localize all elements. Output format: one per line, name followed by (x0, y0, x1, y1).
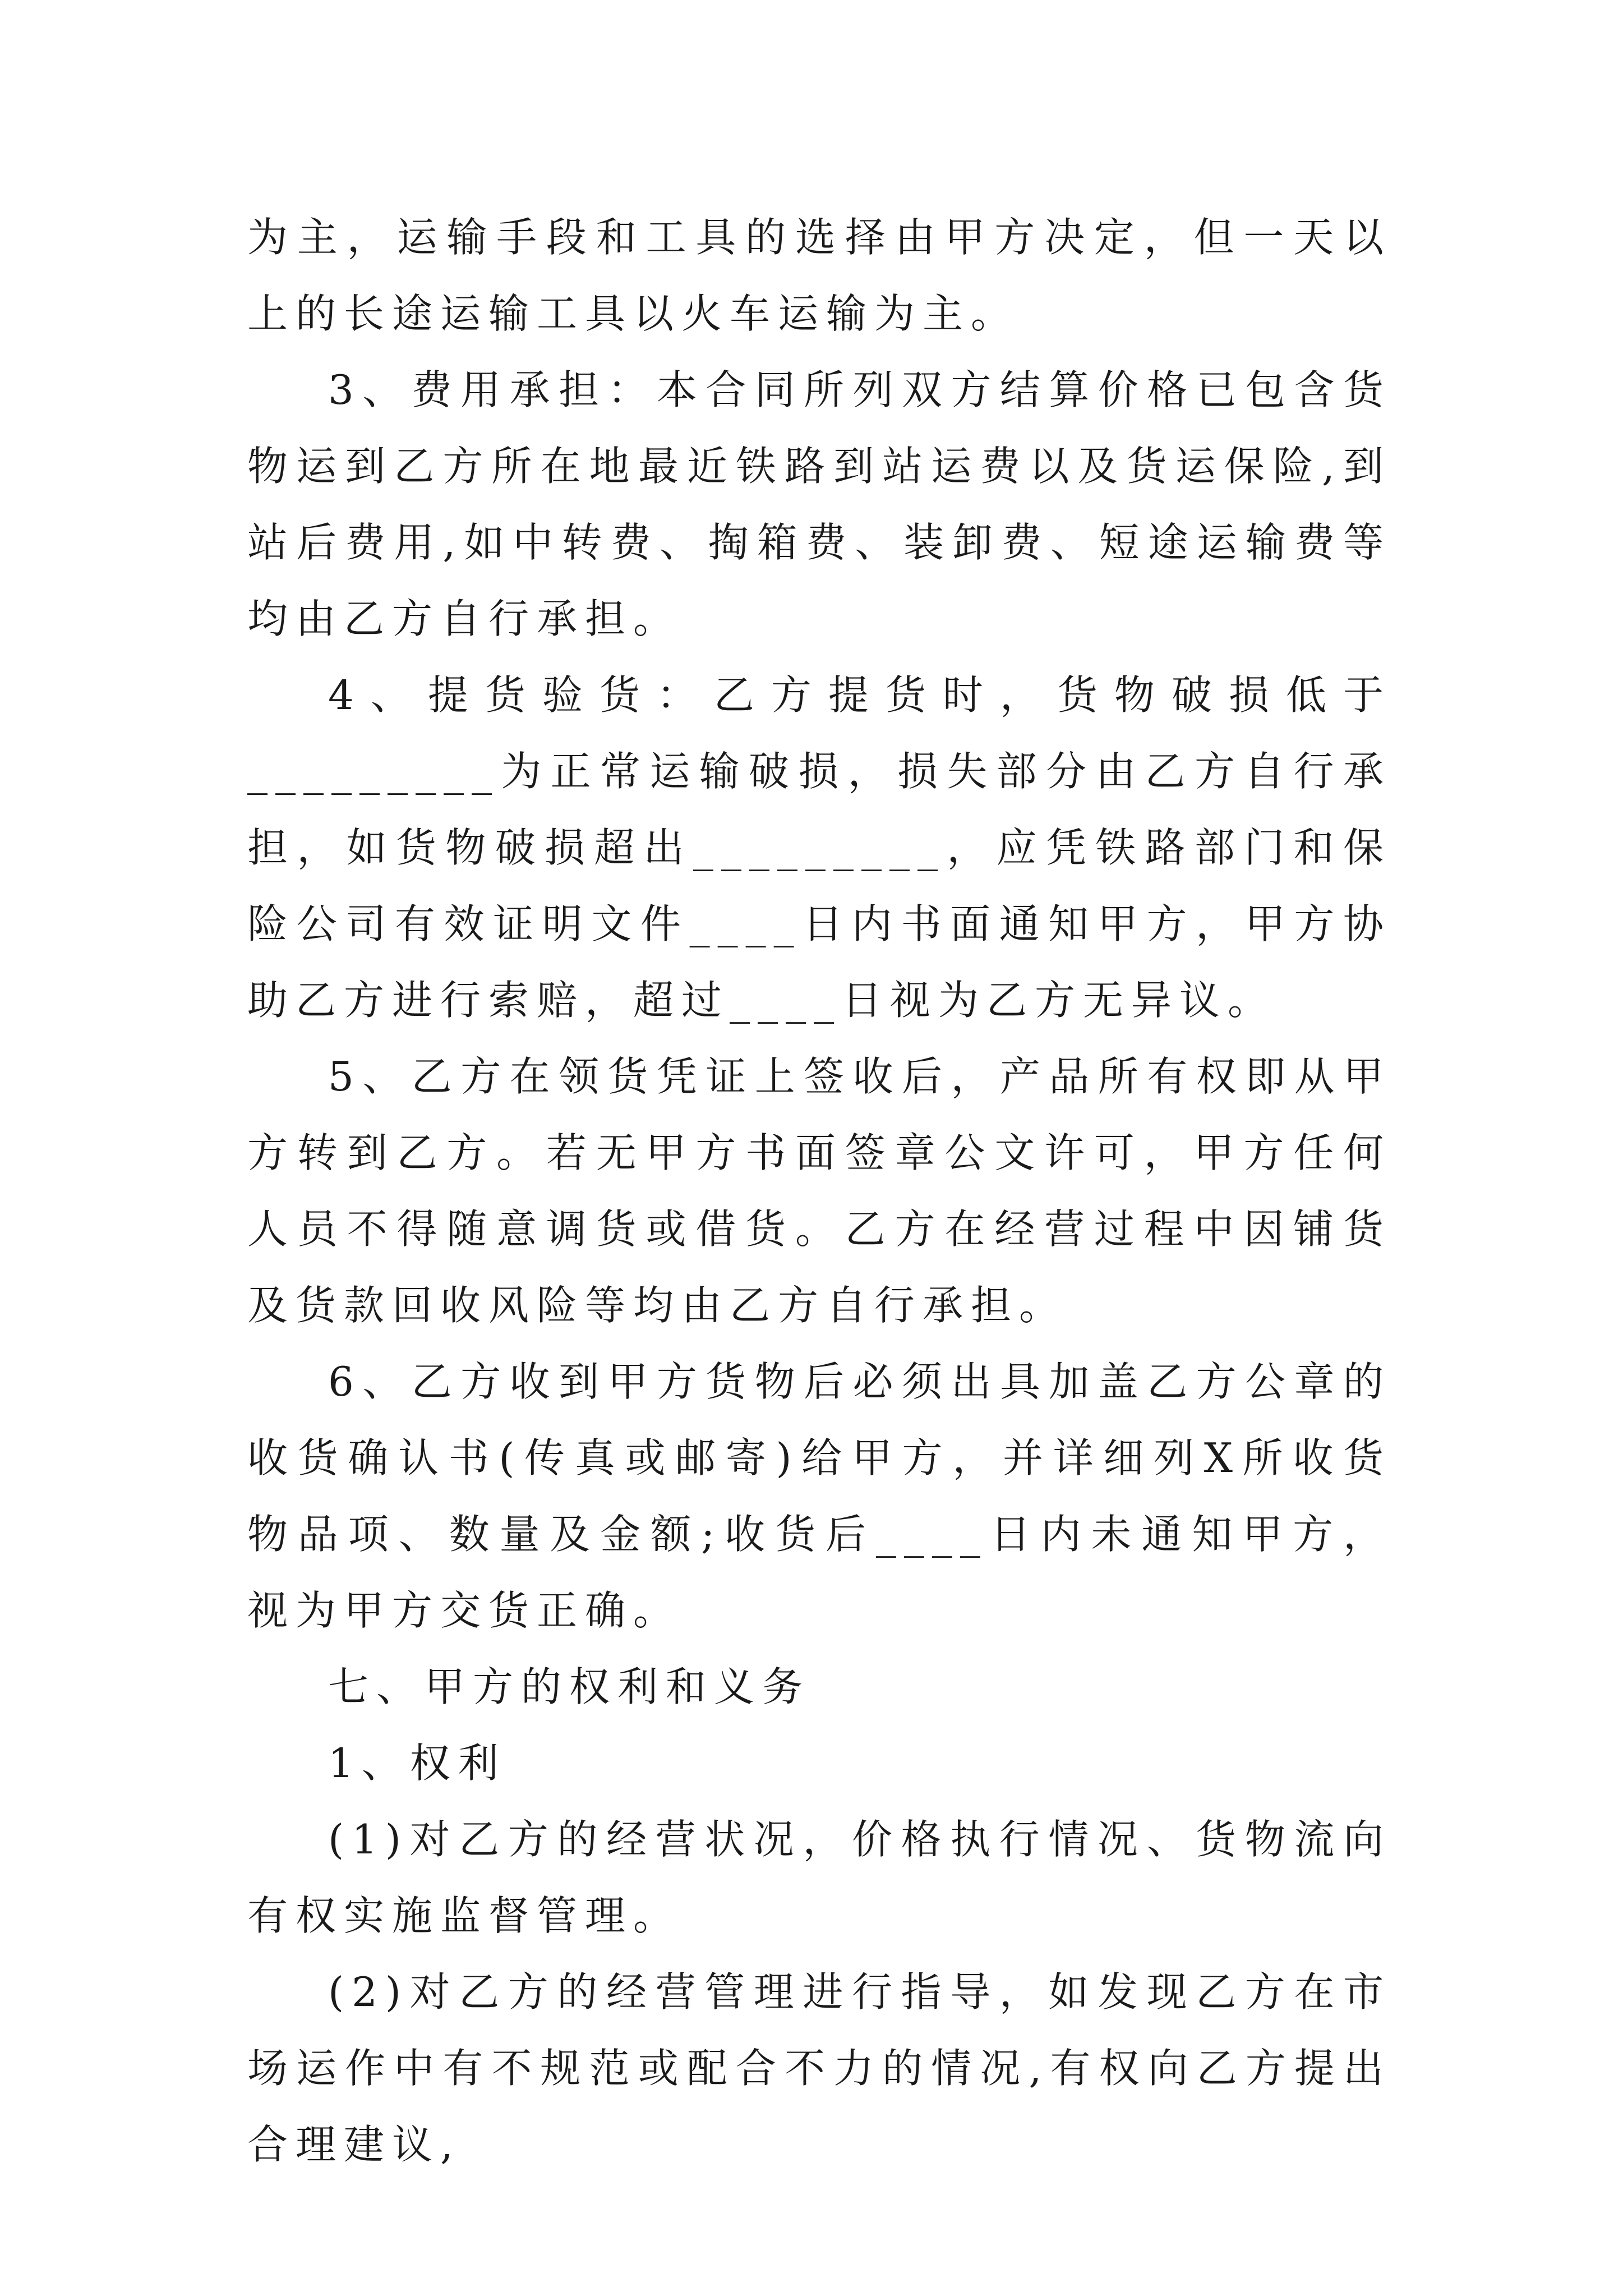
subheading-rights: 1、权利 (328, 1740, 506, 1787)
contract-body (247, 199, 1391, 2183)
section-heading-party-a-rights: 七、甲方的权利和义务 (328, 1663, 811, 1710)
paragraph-pickup-inspection: 4、提货验货：乙方提货时，货物破损低于_________为正常运输破损，损失部分由乙方自行承担，如货物破损超出_________，应凭铁路部门和保险公司有效证明文件____日内书面通知甲方，甲方协助乙方进行索赔，超过____日视为乙方无异议。 (247, 671, 1391, 1024)
paragraph-transport-continued: 为主，运输手段和工具的选择由甲方决定，但一天以上的长途运输工具以火车运输为主。 (247, 214, 1391, 337)
paragraph-right-supervision: (1)对乙方的经营状况，价格执行情况、货物流向有权实施监督管理。 (247, 1816, 1391, 1939)
paragraph-right-guidance: (2)对乙方的经营管理进行指导，如发现乙方在市场运作中有不规范或配合不力的情况,有权向乙方提出合理建议, (247, 1968, 1391, 2168)
paragraph-receipt-confirmation: 6、乙方收到甲方货物后必须出具加盖乙方公章的收货确认书(传真或邮寄)给甲方，并详细列X所收货物品项、数量及金额;收货后____日内未通知甲方，视为甲方交货正确。 (247, 1358, 1391, 1634)
paragraph-ownership-transfer: 5、乙方在领货凭证上签收后，产品所有权即从甲方转到乙方。若无甲方书面签章公文许可，甲方任何人员不得随意调货或借货。乙方在经营过程中因铺货及货款回收风险等均由乙方自行承担。 (247, 1053, 1391, 1329)
paragraph-cost-bearing: 3、费用承担：本合同所列双方结算价格已包含货物运到乙方所在地最近铁路到站运费以及货运保险,到站后费用,如中转费、掏箱费、装卸费、短途运输费等均由乙方自行承担。 (247, 366, 1391, 642)
